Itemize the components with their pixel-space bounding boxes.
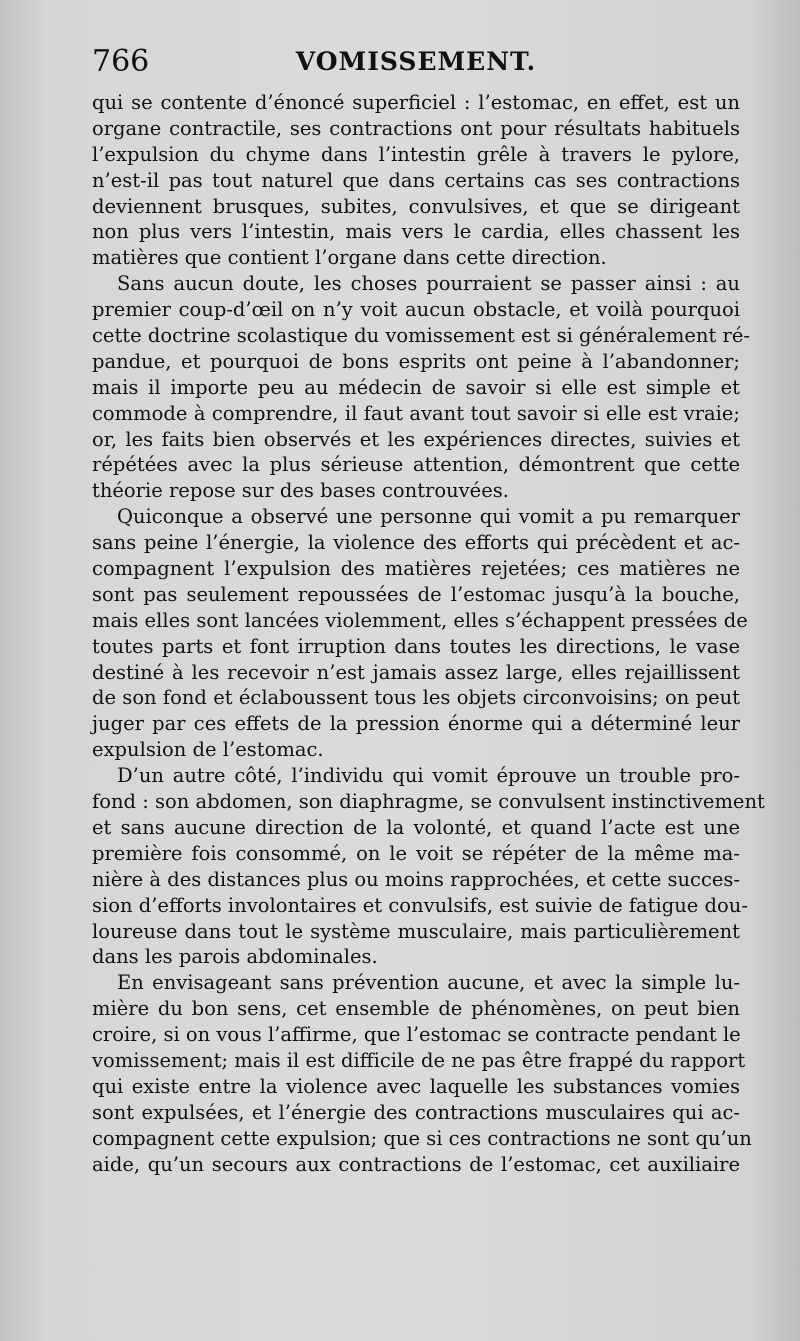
text-line: premier coup-d’œil on n’y voit aucun obstacle, et voilà pourquoi [92,298,740,322]
text-line: matières que contient l’organe dans cette direction. [92,246,607,270]
text-line: mière du bon sens, cet ensemble de phénomènes, on peut bien [92,997,740,1021]
text-line: sont pas seulement repoussées de l’estomac jusqu’à la bouche, [92,582,740,606]
text-line: non plus vers l’intestin, mais vers le cardia, elles chassent les [92,220,740,244]
text-line: qui existe entre la violence avec laquelle les substances vomies [92,1074,740,1098]
text-line: l’expulsion du chyme dans l’intestin grêle à travers le pylore, [92,142,740,166]
text-line: qui se contente d’énoncé superficiel : l’estomac, en effet, est un [92,91,740,114]
text-line: répétées avec la plus sérieuse attention, démontrent que cette [92,453,740,477]
page-number: 766 [92,44,150,79]
paragraph-start-line: Quiconque a observé une personne qui vomit a pu remarquer [117,505,740,529]
text-line: cette doctrine scolastique du vomissement est si généralement ré- [92,324,750,348]
text-line: nière à des distances plus ou moins rapprochées, et cette succes- [92,867,741,891]
text-line: fond : son abdomen, son diaphragme, se convulsent instinctivement [92,790,765,814]
text-line: pandue, et pourquoi de bons esprits ont peine à l’abandonner; [92,349,740,373]
text-line: n’est-il pas tout naturel que dans certains cas ses contractions [92,168,740,192]
text-line: mais il importe peu au médecin de savoir si elle est simple et [92,375,740,399]
text-line: sion d’efforts involontaires et convulsifs, est suivie de fatigue dou- [92,893,748,917]
text-line: compagnent cette expulsion; que si ces contractions ne sont qu’un [92,1126,752,1150]
text-line: première fois consommé, on le voit se répéter de la même ma- [92,841,740,865]
text-line: commode à comprendre, il faut avant tout savoir si elle est vraie; [92,401,740,425]
paragraph-start-line: Sans aucun doute, les choses pourraient se passer ainsi : au [117,272,740,296]
running-title: VOMISSEMENT. [295,47,537,76]
text-line: loureuse dans tout le système musculaire, mais particulièrement [92,919,740,943]
text-line: destiné à les recevoir n’est jamais assez large, elles rejaillissent [92,660,740,684]
text-line: toutes parts et font irruption dans toutes les directions, le vase [92,634,740,658]
paragraph-start-line: En envisageant sans prévention aucune, et avec la simple lu- [117,971,740,995]
text-line: sans peine l’énergie, la violence des efforts qui précèdent et ac- [92,531,740,555]
text-line: juger par ces effets de la pression énorme qui a déterminé leur [92,712,740,736]
page-header [92,42,740,82]
text-line: dans les parois abdominales. [92,945,378,969]
text-line: deviennent brusques, subites, convulsives, et que se dirigeant [92,194,740,218]
text-line: croire, si on vous l’affirme, que l’estomac se contracte pendant le [92,1023,741,1047]
body-text [92,90,765,1177]
text-line: organe contractile, ses contractions ont pour résultats habituels [92,116,740,140]
text-line: aide, qu’un secours aux contractions de l’estomac, cet auxiliaire [92,1152,740,1176]
paragraph-start-line: D’un autre côté, l’individu qui vomit éprouve un trouble pro- [117,764,740,788]
text-line: et sans aucune direction de la volonté, et quand l’acte est une [92,815,740,839]
text-line: expulsion de l’estomac. [92,738,324,762]
text-line: sont expulsées, et l’énergie des contractions musculaires qui ac- [92,1100,740,1124]
text-line: compagnent l’expulsion des matières rejetées; ces matières ne [92,557,740,581]
text-line: mais elles sont lancées violemment, elles s’échappent pressées de [92,608,748,632]
text-line: or, les faits bien observés et les expériences directes, suivies et [92,427,740,451]
text-line: théorie repose sur des bases controuvées. [92,479,509,503]
text-line: vomissement; mais il est difficile de ne pas être frappé du rapport [92,1048,746,1072]
text-line: de son fond et éclaboussent tous les objets circonvoisins; on peut [92,686,740,710]
